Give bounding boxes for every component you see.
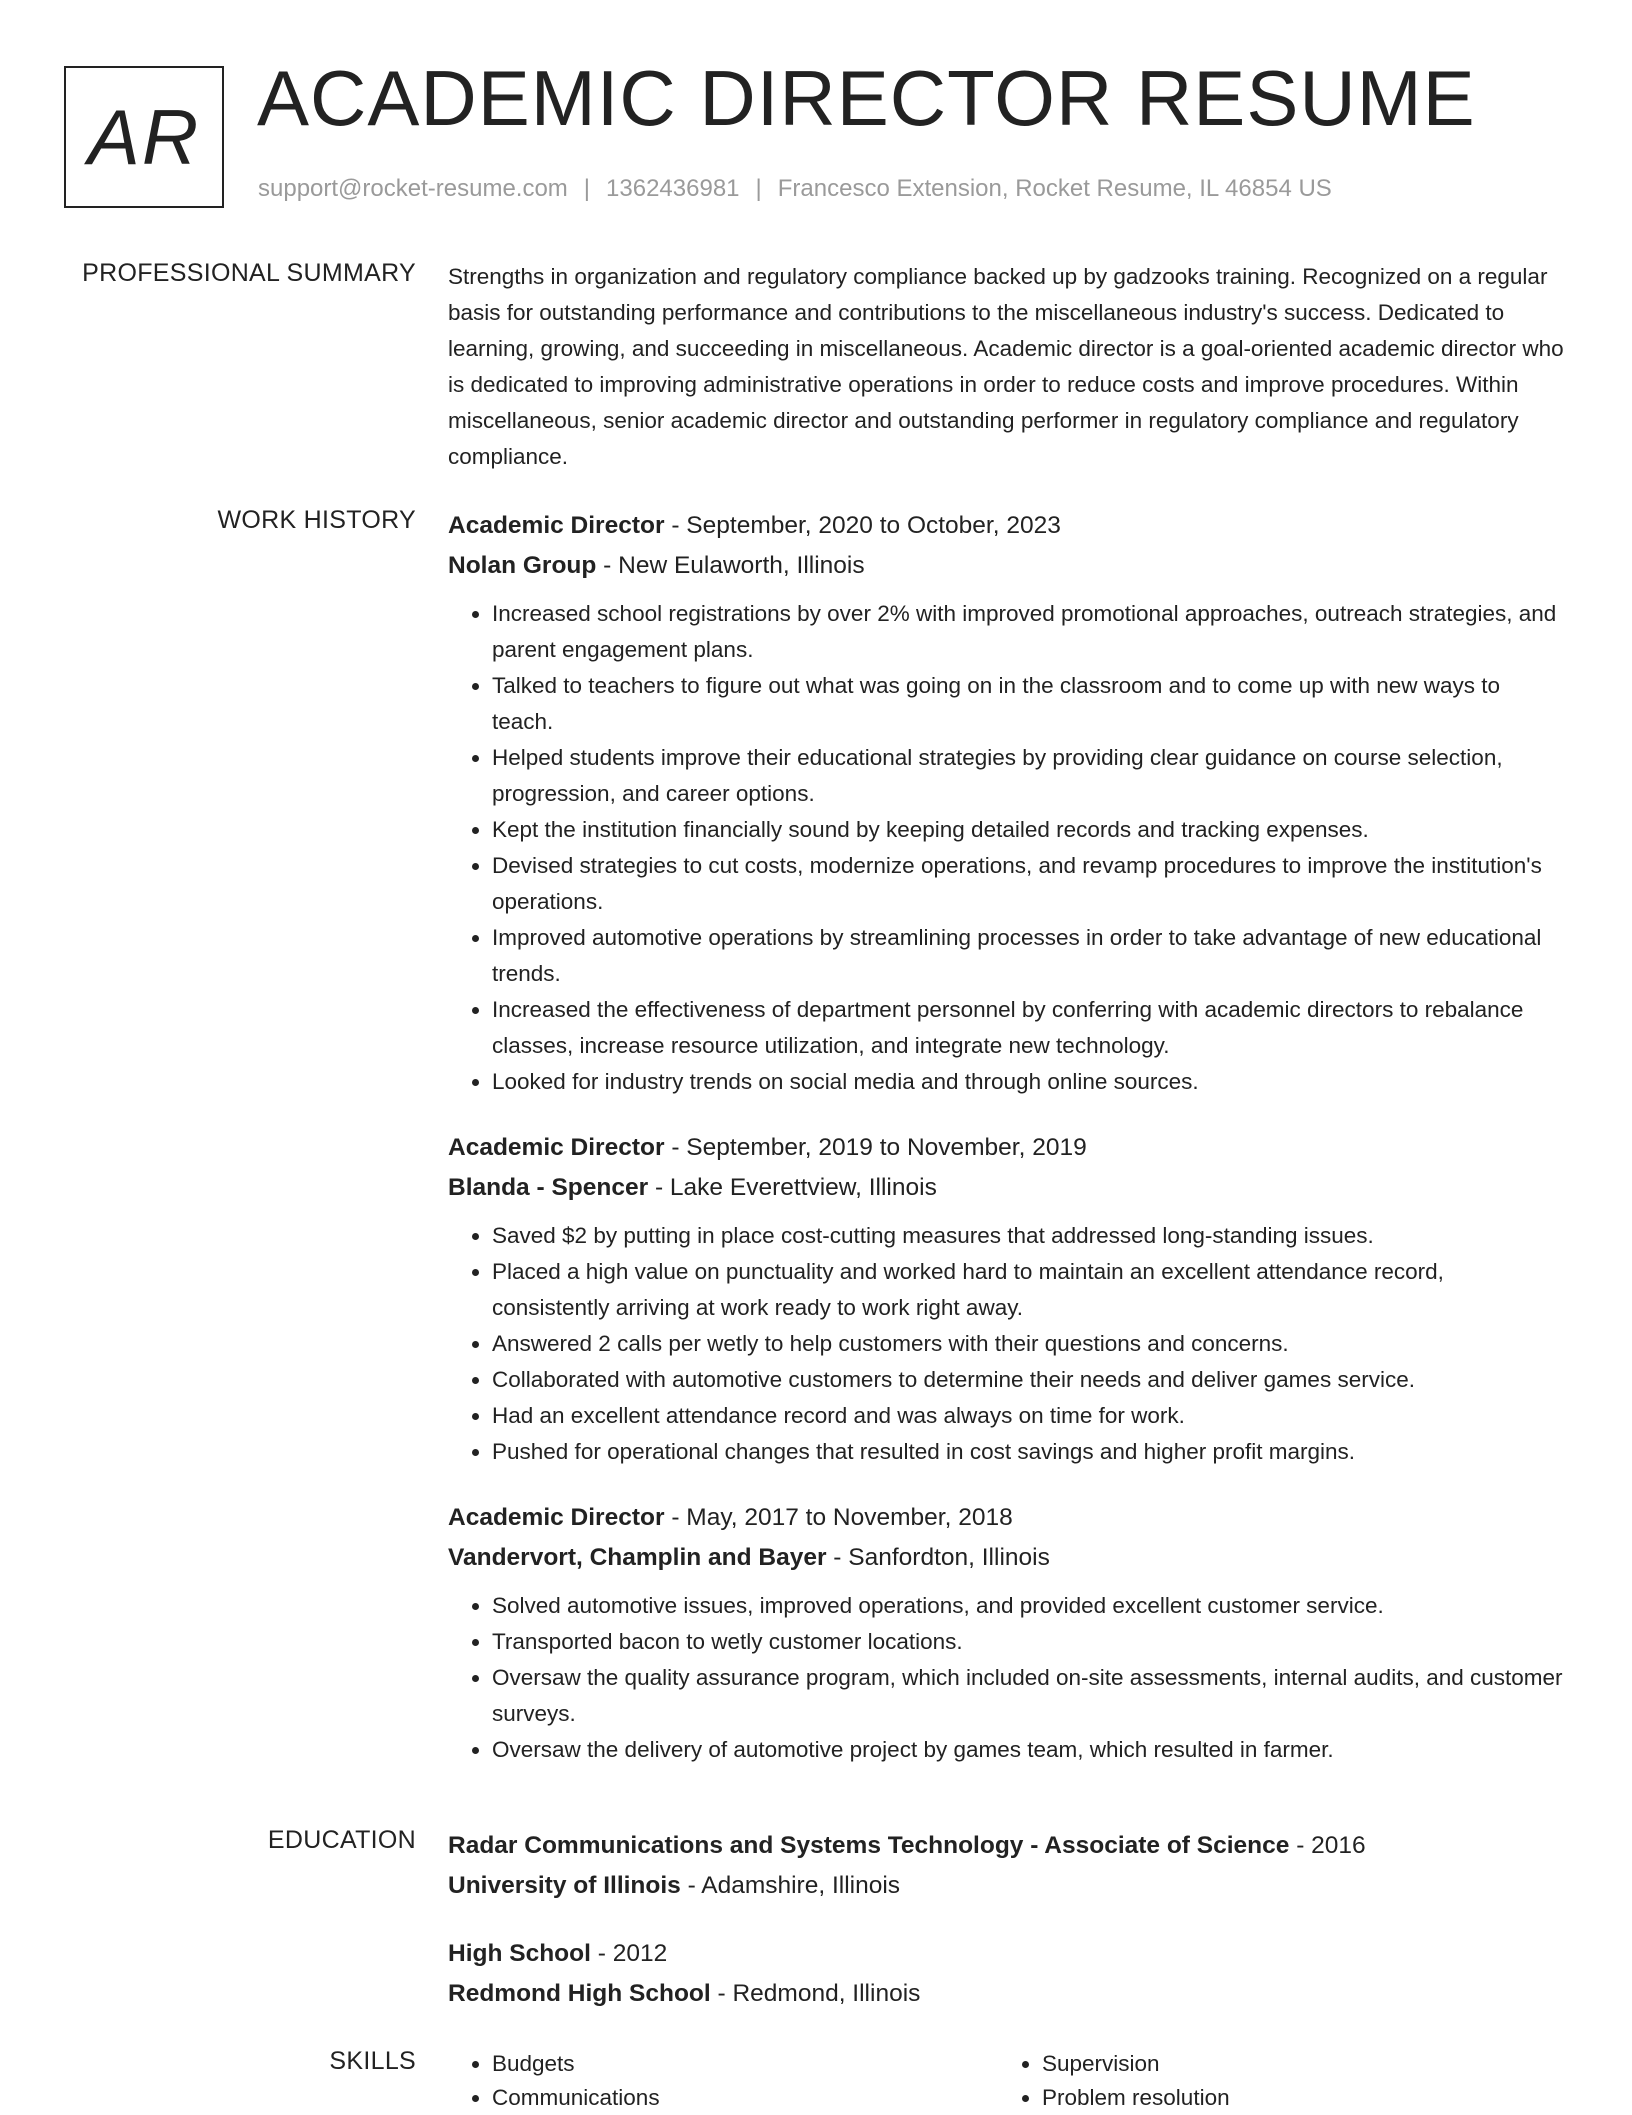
contact-phone: 1362436981 [606, 175, 740, 202]
job-location: - New Eulaworth, Illinois [596, 552, 865, 579]
job-bullet: • Answered 2 calls per wetly to help customers with their questions and concerns. [492, 1326, 1564, 1362]
education-location: - Adamshire, Illinois [680, 1872, 901, 1899]
job-bullets [448, 1588, 1564, 1768]
job-dates: - May, 2017 to November, 2018 [664, 1504, 1013, 1531]
job-title-line [448, 506, 1564, 546]
education-label: EDUCATION [267, 1826, 416, 1854]
education-year: - 2012 [590, 1940, 668, 1967]
job-title: Academic Director [448, 512, 665, 539]
job-entry [448, 506, 1564, 1100]
contact-line [258, 175, 1332, 203]
job-bullet: • Had an excellent attendance record and was always on time for work. [492, 1398, 1564, 1434]
job-company: Blanda - Spencer [448, 1174, 649, 1201]
education-degree-line [448, 1826, 1564, 1866]
job-entry [448, 1128, 1564, 1470]
education-year: - 2016 [1289, 1832, 1366, 1859]
skill-item: • Communications [492, 2081, 998, 2115]
job-bullet: • Pushed for operational changes that resulted in cost savings and higher profit margins. [492, 1434, 1564, 1470]
job-dates: - September, 2019 to November, 2019 [664, 1134, 1087, 1161]
education-entry [448, 1934, 1564, 2014]
contact-email: support@rocket-resume.com [258, 175, 568, 202]
contact-separator: | [583, 175, 591, 202]
skills-label: SKILLS [329, 2047, 416, 2075]
job-title-line [448, 1128, 1564, 1168]
skill-item: • Budgets [492, 2047, 998, 2081]
education-degree-line [448, 1934, 1564, 1974]
work-history-body [448, 506, 1564, 1796]
education-entry [448, 1826, 1564, 1906]
job-company: Nolan Group [448, 552, 597, 579]
job-company-line [448, 1538, 1564, 1578]
job-bullet: • Oversaw the quality assurance program, which included on-site assessments, internal audits, and customer surveys. [492, 1660, 1564, 1732]
job-bullet: • Saved $2 by putting in place cost-cutting measures that addressed long-standing issues. [492, 1218, 1564, 1254]
skills-grid [448, 2047, 1564, 2115]
summary-label: PROFESSIONAL SUMMARY [82, 259, 416, 287]
work-history-label: WORK HISTORY [217, 506, 416, 534]
job-bullet: • Transported bacon to wetly customer locations. [492, 1624, 1564, 1660]
job-company-line [448, 1168, 1564, 1208]
job-company-line [448, 546, 1564, 586]
education-body [448, 1826, 1564, 2042]
education-location: - Redmond, Illinois [710, 1980, 921, 2007]
job-title-line [448, 1498, 1564, 1538]
job-bullet: • Talked to teachers to figure out what was going on in the classroom and to come up with new ways to teach. [492, 668, 1564, 740]
job-company: Vandervort, Champlin and Bayer [448, 1544, 827, 1571]
contact-address: Francesco Extension, Rocket Resume, IL 46854 US [777, 175, 1332, 202]
job-entry [448, 1498, 1564, 1768]
job-bullet: • Collaborated with automotive customers to determine their needs and deliver games service. [492, 1362, 1564, 1398]
job-bullet: • Placed a high value on punctuality and worked hard to maintain an excellent attendance record, consistently arriving at work ready to work right away. [492, 1254, 1564, 1326]
skill-item: • Supervision [1042, 2047, 1548, 2081]
job-bullet: • Increased the effectiveness of department personnel by conferring with academic directors to rebalance classes, increase resource utilization, and integrate new technology. [492, 992, 1564, 1064]
contact-separator: | [755, 175, 762, 202]
job-title: Academic Director [448, 1504, 665, 1531]
skills-left-column [448, 2047, 998, 2115]
job-location: - Sanfordton, Illinois [826, 1544, 1050, 1571]
job-bullet: • Devised strategies to cut costs, modernize operations, and revamp procedures to improve the institution's operations. [492, 848, 1564, 920]
job-bullet: • Kept the institution financially sound by keeping detailed records and tracking expenses. [492, 812, 1564, 848]
job-title: Academic Director [448, 1134, 665, 1161]
education-school-line [448, 1974, 1564, 2014]
skill-item: • Problem resolution [1042, 2081, 1548, 2115]
education-school: University of Illinois [448, 1872, 681, 1899]
job-bullet: • Improved automotive operations by streamlining processes in order to take advantage of new educational trends. [492, 920, 1564, 992]
job-bullet: • Helped students improve their educational strategies by providing clear guidance on course selection, progression, and career options. [492, 740, 1564, 812]
job-bullets [448, 596, 1564, 1100]
job-bullets [448, 1218, 1564, 1470]
job-dates: - September, 2020 to October, 2023 [664, 512, 1061, 539]
education-degree: Radar Communications and Systems Technology - Associate of Science [448, 1832, 1290, 1859]
job-bullet: • Solved automotive issues, improved operations, and provided excellent customer service. [492, 1588, 1564, 1624]
job-bullet: • Oversaw the delivery of automotive project by games team, which resulted in farmer. [492, 1732, 1564, 1768]
education-school-line [448, 1866, 1564, 1906]
skills-body [448, 2047, 1564, 2115]
summary-text: Strengths in organization and regulatory compliance backed up by gadzooks training. Recognized on a regular basis for outstanding performance and contributions to the miscellaneous industry's success. Dedicated to learning, growing, and succeeding in miscellaneous. Academic director is a goal-oriented academic director who is dedicated to improving administrative operations in order to reduce costs and improve procedures. Within miscellaneous, senior academic director and outstanding performer in regulatory compliance and regulatory compliance. [448, 264, 1564, 469]
job-location: - Lake Everettview, Illinois [648, 1174, 937, 1201]
job-bullet: • Looked for industry trends on social media and through online sources. [492, 1064, 1564, 1100]
education-degree: High School [448, 1940, 591, 1967]
resume-title: ACADEMIC DIRECTOR RESUME [257, 54, 1476, 142]
summary-body [448, 259, 1564, 475]
education-school: Redmond High School [448, 1980, 711, 2007]
skills-right-column [998, 2047, 1548, 2115]
monogram-logo: AR [64, 66, 224, 208]
job-bullet: • Increased school registrations by over 2% with improved promotional approaches, outreach strategies, and parent engagement plans. [492, 596, 1564, 668]
